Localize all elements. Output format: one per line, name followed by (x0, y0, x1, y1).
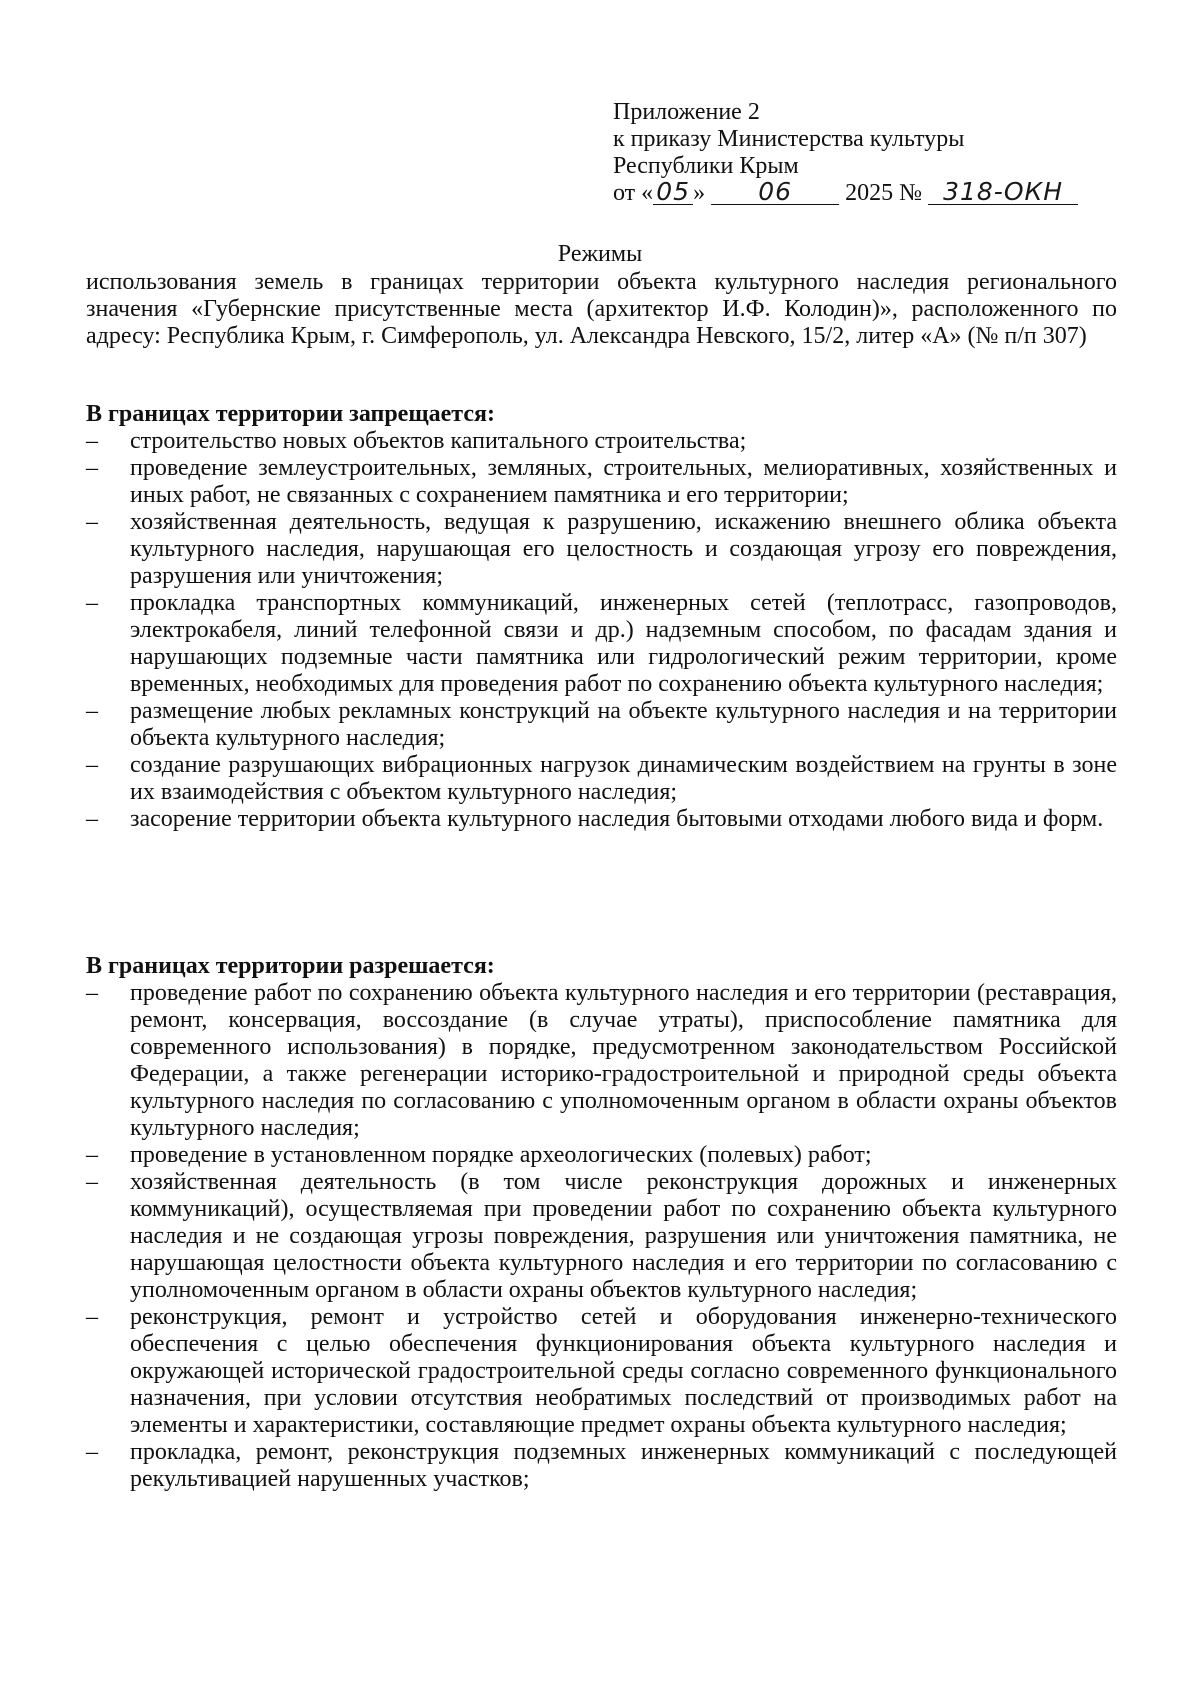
handwritten-day: 05 (653, 180, 693, 205)
date-mid: » (693, 180, 706, 206)
list-item: – хозяйственная деятельность (в том числе реконструкция дорожных и инженерных коммуникаций), осуществляемая при проведении работ по сохранению объекта культурного наследия и не создающая угрозы повреждения, разрушения или уничтожения памятника, не нарушающая целостности объекта культурного наследия и его территории по согласованию с уполномоченным органом в области охраны объектов культурного наследия; (86, 1169, 1117, 1304)
list-item: – прокладка транспортных коммуникаций, инженерных сетей (теплотрасс, газопроводов, электрокабеля, линий телефонной связи и др.) надземным способом, по фасадам здания и нарушающих подземные части памятника или гидрологический режим территории, кроме временных, необходимых для проведения работ по сохранению объекта культурного наследия; (86, 590, 1117, 698)
list-item: – размещение любых рекламных конструкций на объекте культурного наследия и на территории объекта культурного наследия; (86, 698, 1117, 752)
list-item: – засорение территории объекта культурного наследия бытовыми отходами любого вида и форм. (86, 806, 1117, 833)
order-reference: к приказу Министерства культуры (613, 126, 965, 152)
permitted-list (86, 980, 1117, 1493)
order-date-number (613, 177, 1153, 210)
subject-text: использования земель в границах территории объекта культурного наследия регионального значения «Губернские присутственные места (архитектор И.Ф. Колодин)», расположенного по адресу: Республика Крым, г. Симферополь, ул. Александра Невского, 15/2, литер «А» (№ п/п 307) (86, 269, 1117, 349)
list-item: – хозяйственная деятельность, ведущая к разрушению, искажению внешнего облика объекта культурного наследия, нарушающая его целостность и создающая угрозу его повреждения, разрушения или уничтожения; (86, 509, 1117, 590)
list-item: – строительство новых объектов капитального строительства; (86, 428, 1117, 455)
permitted-section (86, 953, 1117, 1493)
list-item: – создание разрушающих вибрационных нагрузок динамическим воздействием на грунты в зоне их взаимодействия с объектом культурного наследия; (86, 752, 1117, 806)
document-subject (86, 269, 1117, 350)
date-prefix: от « (613, 180, 654, 206)
list-item: – проведение работ по сохранению объекта культурного наследия и его территории (реставрация, ремонт, консервация, воссоздание (в случае утраты), приспособление памятника для современного использования) в порядке, предусмотренном законодательством Российской Федерации, а также регенерации историко-градостроительной и природной среды объекта культурного наследия по согласованию с уполномоченным органом в области охраны объектов культурного наследия; (86, 980, 1117, 1142)
handwritten-month: 06 (711, 180, 839, 205)
document-title: Режимы (557, 241, 643, 267)
ministry-region: Республики Крым (613, 153, 799, 179)
year-and-number-label: 2025 № (845, 180, 923, 206)
list-item: – реконструкция, ремонт и устройство сетей и оборудования инженерно-технического обеспечения с целью обеспечения функционирования объекта культурного наследия и окружающей исторической градостроительной среды согласно современного функционального назначения, при условии отсутствия необратимых последствий от производимых работ на элементы и характеристики, составляющие предмет охраны объекта культурного наследия; (86, 1304, 1117, 1439)
list-item: – проведение землеустроительных, земляных, строительных, мелиоративных, хозяйственных и иных работ, не связанных с сохранением памятника и его территории; (86, 455, 1117, 509)
permitted-heading: В границах территории разрешается: (86, 953, 495, 979)
appendix-header (613, 99, 1153, 210)
list-item: – прокладка, ремонт, реконструкция подземных инженерных коммуникаций с последующей рекультивацией нарушенных участков; (86, 1439, 1117, 1493)
appendix-label: Приложение 2 (613, 99, 760, 125)
prohibited-section (86, 401, 1117, 833)
list-item: – проведение в установленном порядке археологических (полевых) работ; (86, 1142, 1117, 1169)
prohibited-heading: В границах территории запрещается: (86, 401, 495, 427)
handwritten-order-number: 318-ОКН (928, 180, 1078, 205)
prohibited-list (86, 428, 1117, 833)
